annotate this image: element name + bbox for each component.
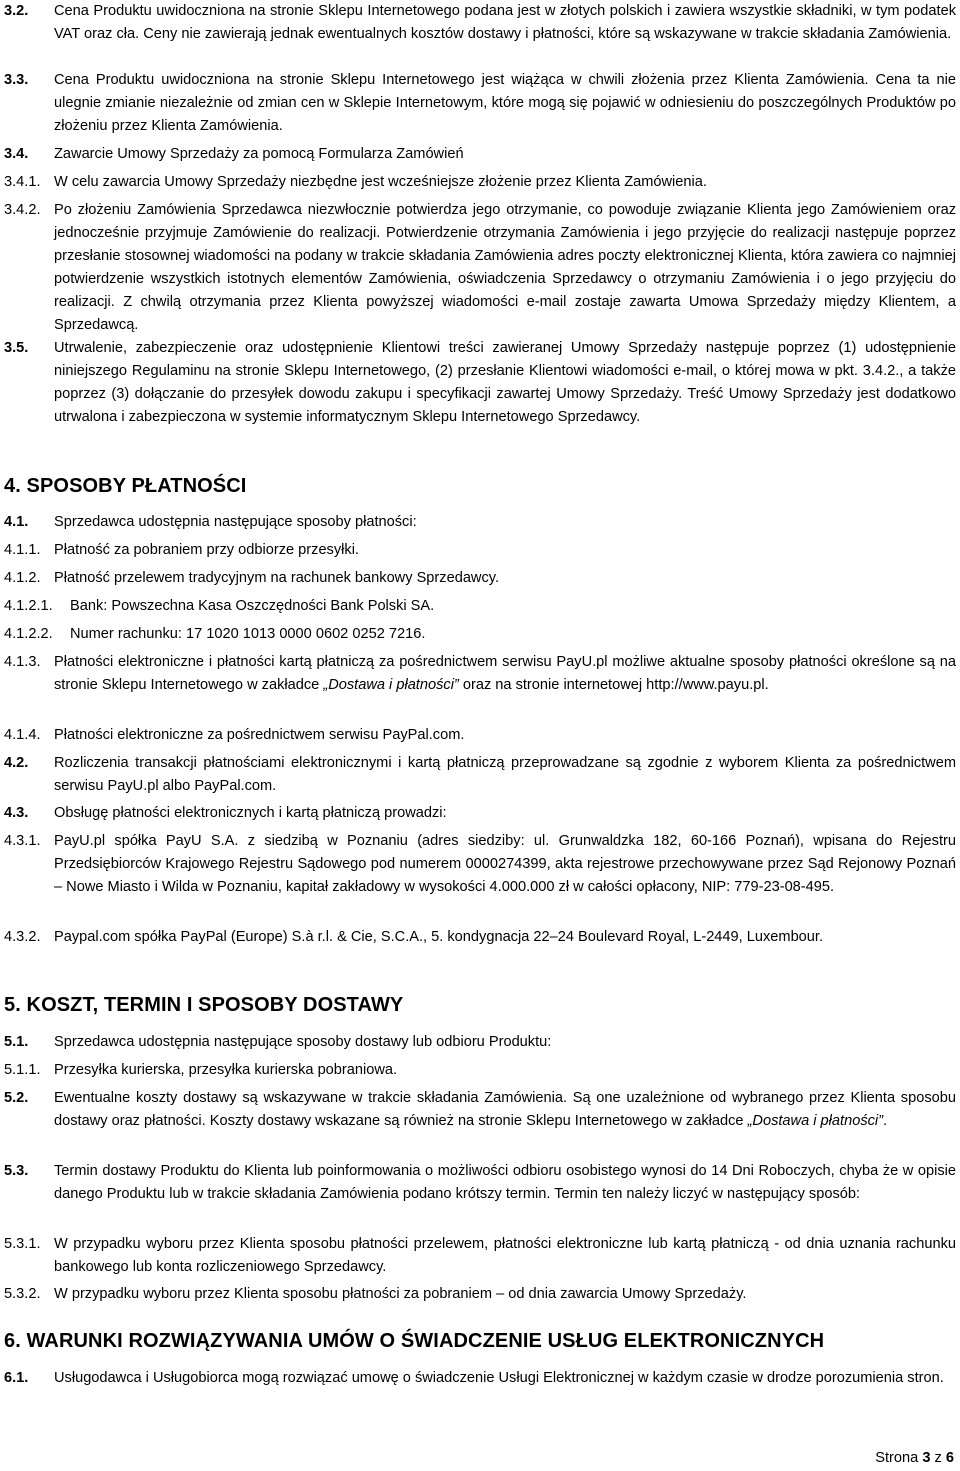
clause-number: 5.3.: [4, 1163, 29, 1179]
clause-number: 5.1.1.: [4, 1062, 41, 1078]
clause-4-3-2: [4, 926, 956, 949]
clause-4-1-2-2: [4, 623, 956, 646]
clause-text: Bank: Powszechna Kasa Oszczędności Bank Polski SA.: [70, 598, 435, 614]
clause-5-3-2: [4, 1283, 956, 1306]
clause-number: 3.4.1.: [4, 174, 41, 190]
clause-text: Numer rachunku: 17 1020 1013 0000 0602 0252 7216.: [70, 626, 426, 642]
clause-5-1-1: [4, 1059, 956, 1082]
clause-text: Sprzedawca udostępnia następujące sposoby płatności:: [54, 514, 417, 530]
clause-4-1-2-1: [4, 595, 956, 618]
page-label: Strona: [875, 1450, 919, 1466]
clause-3-4-2: [4, 199, 956, 337]
clause-5-1: [4, 1031, 956, 1054]
clause-text: Przesyłka kurierska, przesyłka kurierska pobraniowa.: [54, 1062, 398, 1078]
clause-text: Usługodawca i Usługobiorca mogą rozwiązać umowę o świadczenie Usługi Elektronicznej w każdym czasie w drodze porozumienia stron.: [54, 1370, 944, 1386]
clause-number: 3.4.: [4, 146, 29, 162]
clause-number: 4.1.: [4, 514, 29, 530]
clause-number: 5.2.: [4, 1090, 29, 1106]
page-of: z: [934, 1450, 942, 1466]
clause-5-2: [4, 1087, 956, 1133]
clause-number: 5.1.: [4, 1034, 29, 1050]
clause-number: 6.1.: [4, 1370, 29, 1386]
clause-4-1-4: [4, 724, 956, 747]
clause-3-2: [4, 0, 956, 46]
clause-text: W przypadku wyboru przez Klienta sposobu płatności przelewem, płatności elektroniczne lub kartą płatniczą - od dnia uznania rachunku bankowego lub konta rozliczeniowego Sprzedawcy.: [54, 1236, 956, 1275]
clause-number: 4.1.2.1.: [4, 598, 53, 614]
clause-3-5: [4, 337, 956, 429]
clause-3-4-1: [4, 171, 956, 194]
clause-5-3-1: [4, 1233, 956, 1279]
clause-4-2: [4, 752, 956, 798]
clause-6-1: [4, 1367, 956, 1390]
clause-text: W celu zawarcia Umowy Sprzedaży niezbędne jest wcześniejsze złożenie przez Klienta Zamówienia.: [54, 174, 707, 190]
clause-text: PayU.pl spółka PayU S.A. z siedzibą w Poznaniu (adres siedziby: ul. Grunwaldzka 182, 60-166 Poznań), wpisana do Rejestru Przedsiębiorców Krajowego Rejestru Sądowego pod numerem 0000274399, akta rejestrowe przechowywane przez Sąd Rejonowy Poznań – Nowe Miasto i Wilda w Poznaniu, kapitał zakładowy w wysokości 4.000.000 zł w całości opłacony, NIP: 779-23-08-495.: [54, 833, 956, 895]
clause-text: Po złożeniu Zamówienia Sprzedawca niezwłocznie potwierdza jego otrzymanie, co powoduje związanie Klienta jego Zamówieniem oraz jednocześnie przyjmuje Zamówienie do realizacji. Potwierdzenie otrzymania Zamówienia i jego przyjęcie do realizacji następuje poprzez przesłanie stosownej wiadomości na podany w trakcie składania Zamówienia adres poczty elektronicznej Klienta, która zawiera co najmniej potwierdzenie wszystkich istotnych elementów Zamówienia, oświadczenia Sprzedawcy o otrzymaniu Zamówienia i o jego przyjęciu do realizacji. Z chwilą otrzymania przez Klienta powyższej wiadomości e-mail zostaje zawarta Umowa Sprzedaży między Klientem, a Sprzedawcą.: [54, 202, 956, 333]
page-number: 3: [922, 1450, 931, 1466]
clause-text-part: Płatności elektroniczne i płatności kartą płatniczą za pośrednictwem serwisu PayU.pl możliwe aktualne sposoby płatności określone są na stronie Sklepu Internetowego w zakładce: [54, 654, 956, 693]
clause-number: 4.1.2.2.: [4, 626, 53, 642]
clause-text: [54, 651, 956, 697]
clause-number: 5.3.1.: [4, 1236, 41, 1252]
clause-text-part: .: [883, 1113, 888, 1129]
clause-text-part: oraz na stronie internetowej http://www.payu.pl.: [458, 677, 769, 693]
clause-number: 4.3.2.: [4, 929, 41, 945]
page-total: 6: [945, 1450, 954, 1466]
clause-4-1: [4, 511, 956, 534]
clause-text: Cena Produktu uwidoczniona na stronie Sklepu Internetowego jest wiążąca w chwili złożenia przez Klienta Zamówienia. Cena ta nie ulegnie zmianie niezależnie od zmian cen w Sklepie Internetowym, które mogą się pojawić w odniesieniu do poszczególnych Produktów po złożeniu przez Klienta Zamówienia.: [54, 72, 956, 134]
clause-number: 3.3.: [4, 72, 29, 88]
clause-text: Paypal.com spółka PayPal (Europe) S.à r.l. & Cie, S.C.A., 5. kondygnacja 22–24 Boulevard Royal, L-2449, Luxembour.: [54, 929, 824, 945]
section-heading-5: 5. KOSZT, TERMIN I SPOSOBY DOSTAWY: [4, 994, 404, 1016]
clause-text-part: Ewentualne koszty dostawy są wskazywane w trakcie składania Zamówienia. Są one uzależnione od wybranego przez Klienta sposobu dostawy oraz płatności. Koszty dostawy wskazane są również na stronie Sklepu Internetowego w zakładce: [54, 1090, 956, 1129]
clause-text: Obsługę płatności elektronicznych i kartą płatniczą prowadzi:: [54, 805, 447, 821]
clause-4-3-1: [4, 830, 956, 899]
clause-text: Płatność przelewem tradycyjnym na rachunek bankowy Sprzedawcy.: [54, 570, 500, 586]
clause-4-1-1: [4, 539, 956, 562]
clause-number: 4.1.4.: [4, 727, 41, 743]
clause-number: 4.1.3.: [4, 654, 41, 670]
clause-number: 3.5.: [4, 340, 29, 356]
clause-3-3: [4, 69, 956, 138]
clause-text: W przypadku wyboru przez Klienta sposobu płatności za pobraniem – od dnia zawarcia Umowy Sprzedaży.: [54, 1286, 747, 1302]
clause-5-3: [4, 1160, 956, 1206]
clause-text: [54, 1087, 956, 1133]
clause-text: Rozliczenia transakcji płatnościami elektronicznymi i kartą płatniczą przeprowadzane są zgodnie z wyborem Klienta za pośrednictwem serwisu PayU.pl albo PayPal.com.: [54, 755, 956, 794]
section-heading-6: 6. WARUNKI ROZWIĄZYWANIA UMÓW O ŚWIADCZENIE USŁUG ELEKTRONICZNYCH: [4, 1330, 825, 1352]
clause-text: Sprzedawca udostępnia następujące sposoby dostawy lub odbioru Produktu:: [54, 1034, 552, 1050]
clause-text: Utrwalenie, zabezpieczenie oraz udostępnienie Klientowi treści zawieranej Umowy Sprzedaży następuje poprzez (1) udostępnienie niniejszego Regulaminu na stronie Sklepu Internetowego, (2) przesłanie Klientowi wiadomości e-mail, o której mowa w pkt. 3.4.2., a także poprzez (3) dołączanie do przesyłek dowodu zakupu i specyfikacji zawartej Umowy Sprzedaży. Treść Umowy Sprzedaży jest dodatkowo utrwalona i zabezpieczona w systemie informatycznym Sklepu Internetowego Sprzedawcy.: [54, 340, 956, 425]
clause-4-1-2: [4, 567, 956, 590]
clause-text: Cena Produktu uwidoczniona na stronie Sklepu Internetowego podana jest w złotych polskich i zawiera wszystkie składniki, w tym podatek VAT oraz cła. Ceny nie zawierają jednak ewentualnych kosztów dostawy i płatności, które są wskazywane w trakcie składania Zamówienia.: [54, 3, 956, 42]
clause-number: 4.3.1.: [4, 833, 41, 849]
clause-text: Zawarcie Umowy Sprzedaży za pomocą Formularza Zamówień: [54, 146, 464, 162]
clause-3-4: [4, 143, 956, 166]
clause-number: 4.1.2.: [4, 570, 41, 586]
tab-reference: „Dostawa i płatności”: [323, 677, 459, 693]
clause-text: Płatność za pobraniem przy odbiorze przesyłki.: [54, 542, 359, 558]
clause-number: 3.2.: [4, 3, 29, 19]
clause-4-3: [4, 802, 956, 825]
clause-4-1-3: [4, 651, 956, 697]
clause-number: 4.2.: [4, 755, 29, 771]
clause-number: 5.3.2.: [4, 1286, 41, 1302]
clause-number: 4.3.: [4, 805, 29, 821]
section-heading-4: 4. SPOSOBY PŁATNOŚCI: [4, 475, 247, 497]
clause-text: Płatności elektroniczne za pośrednictwem serwisu PayPal.com.: [54, 727, 465, 743]
clause-number: 3.4.2.: [4, 202, 41, 218]
tab-reference: „Dostawa i płatności”: [747, 1113, 884, 1129]
clause-number: 4.1.1.: [4, 542, 41, 558]
clause-text: Termin dostawy Produktu do Klienta lub poinformowania o możliwości odbioru osobistego wynosi do 14 Dni Roboczych, chyba że w opisie danego Produktu lub w trakcie składania Zamówienia podano krótszy termin. Termin ten należy liczyć w następujący sposób:: [54, 1163, 956, 1202]
page-footer: [875, 1450, 954, 1466]
